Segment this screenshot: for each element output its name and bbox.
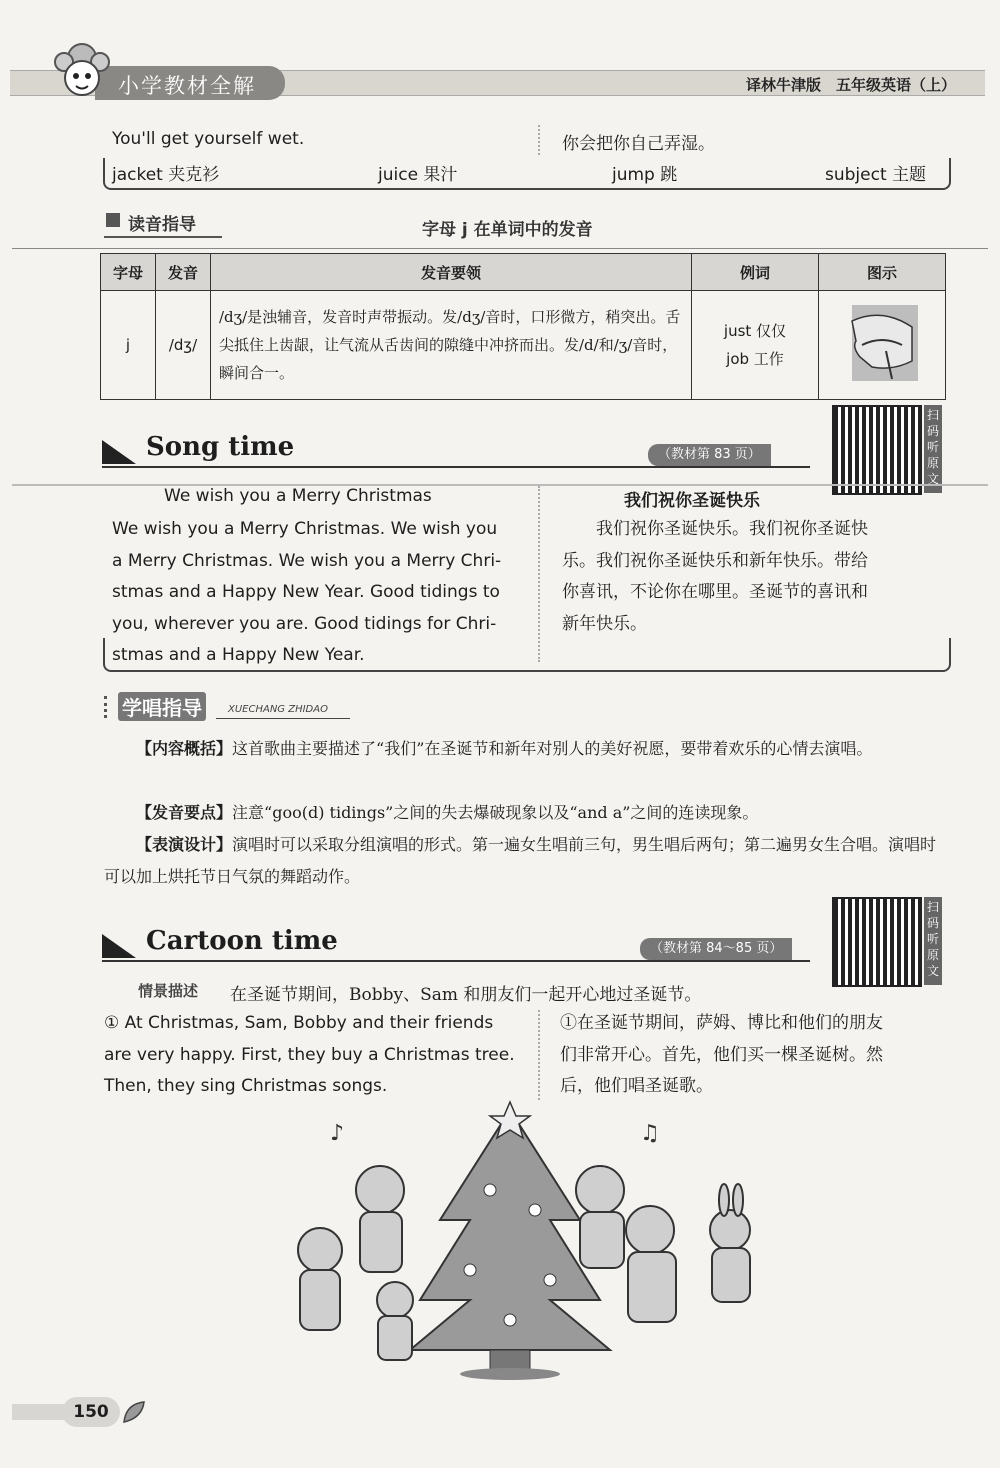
mouth-diagram-icon — [842, 301, 922, 385]
table-header: 图示 — [819, 254, 946, 291]
example-word: just 仅仅 — [723, 322, 787, 340]
lyric-line: 乐。我们祝你圣诞快乐和新年快乐。带给 — [562, 550, 868, 571]
story-line: are very happy. First, they buy a Christmas tree. — [104, 1044, 515, 1065]
qr-code-icon — [832, 405, 922, 495]
christmas-party-illustration — [260, 1100, 780, 1380]
section-underline — [104, 236, 222, 238]
pronunciation-subtitle: 字母 j 在单词中的发音 — [422, 220, 593, 240]
song-title-cn: 我们祝你圣诞快乐 — [624, 491, 760, 511]
story-line: 后，他们唱圣诞歌。 — [560, 1076, 713, 1096]
sing-guide-pinyin: XUECHANG ZHIDAO — [228, 704, 328, 715]
column-divider — [538, 486, 540, 662]
song-lyrics-cn — [562, 514, 947, 640]
scene-text: 在圣诞节期间，Bobby、Sam 和朋友们一起开心地过圣诞节。 — [230, 985, 702, 1005]
word-box — [103, 158, 951, 190]
word-item: juice 果汁 — [378, 165, 458, 185]
leaf-icon — [120, 1398, 148, 1426]
triangle-icon — [102, 934, 136, 958]
svg-text:♫: ♫ — [640, 1121, 660, 1146]
guide-item — [104, 733, 949, 765]
lyric-line: 新年快乐。 — [562, 613, 647, 634]
lyric-line: stmas and a Happy New Year. Good tidings to — [112, 582, 500, 602]
guide-item — [104, 829, 949, 893]
cartoon-section-title: Cartoon time — [146, 926, 338, 956]
word-item: jump 跳 — [612, 165, 678, 185]
qr-code-song[interactable] — [832, 405, 922, 495]
song-section-title: Song time — [146, 432, 295, 462]
table-row — [101, 291, 946, 400]
sentence-en: You'll get yourself wet. — [112, 129, 305, 149]
lyrics-box — [103, 638, 951, 672]
rule-line — [12, 484, 988, 486]
guide-tag: 【内容概括】 — [136, 739, 233, 758]
example-word: job 工作 — [726, 350, 784, 368]
story-line: Then, they sing Christmas songs. — [104, 1076, 388, 1096]
story-line: ① At Christmas, Sam, Bobby and their friends — [104, 1013, 494, 1033]
lyric-line: you, wherever you are. Good tidings for Chri- — [112, 613, 497, 634]
triangle-icon — [102, 440, 136, 464]
textbook-ref: （教材第 83 页） — [648, 444, 771, 466]
cartoon-text-cn — [560, 1008, 950, 1103]
banner-line — [102, 466, 810, 468]
sentence-cn: 你会把你自己弄湿。 — [562, 134, 715, 154]
section-label-pronunciation: 读音指导 — [128, 215, 196, 235]
qr-label: 扫码听原文 — [924, 897, 942, 985]
lyric-line: stmas and a Happy New Year. — [112, 645, 365, 665]
desc-cell: /dʒ/是浊辅音，发音时声带振动。发/dʒ/音时，口形微方，稍突出。舌尖抵住上齿龈，让气流从舌齿间的隙缝中冲挤而出。发/d/和/ʒ/音时，瞬间合一。 — [211, 291, 692, 400]
letter-cell: j — [101, 291, 156, 400]
word-item: subject 主题 — [825, 165, 927, 185]
column-divider — [538, 125, 540, 155]
cartoon-text-en — [104, 1008, 524, 1103]
guide-underline — [216, 718, 350, 719]
lyric-line: We wish you a Merry Christmas. We wish you — [112, 519, 498, 539]
table-header: 例词 — [692, 254, 819, 291]
guide-text: 注意“goo(d) tidings”之间的失去爆破现象以及“and a”之间的连读现象。 — [232, 803, 759, 822]
book-edition: 译林牛津版 五年级英语（上） — [745, 76, 956, 94]
qr-code-cartoon[interactable] — [832, 897, 922, 987]
svg-text:♪: ♪ — [330, 1121, 345, 1146]
table-header: 字母 — [101, 254, 156, 291]
table-header: 发音要领 — [211, 254, 692, 291]
textbook-ref: （教材第 84～85 页） — [640, 938, 792, 960]
story-line: 们非常开心。首先，他们买一棵圣诞树。然 — [560, 1044, 883, 1065]
pronunciation-table — [100, 253, 946, 400]
page-number: 150 — [62, 1397, 120, 1427]
word-item: jacket 夹克衫 — [112, 165, 220, 185]
story-line: ①在圣诞节期间，萨姆、博比和他们的朋友 — [560, 1013, 883, 1033]
book-title: 小学教材全解 — [118, 74, 256, 98]
mascot-icon — [52, 40, 112, 106]
qr-label: 扫码听原文 — [924, 405, 942, 493]
square-bullet-icon — [106, 213, 120, 227]
song-title-en: We wish you a Merry Christmas — [164, 486, 432, 506]
guide-text: 演唱时可以采取分组演唱的形式。第一遍女生唱前三句，男生唱后两句；第二遍男女生合唱。演唱时可以加上烘托节日气氛的舞蹈动作。 — [104, 835, 937, 886]
banner-line — [102, 960, 810, 962]
lyric-line: 你喜讯，不论你在哪里。圣诞节的喜讯和 — [562, 582, 868, 602]
sound-cell: /dʒ/ — [156, 291, 211, 400]
guide-tag: 【表演设计】 — [136, 835, 233, 854]
guide-item — [104, 797, 949, 829]
sing-guide-label: 学唱指导 — [118, 692, 206, 721]
lyric-line: 我们祝你圣诞快乐。我们祝你圣诞快 — [596, 519, 868, 539]
guide-tag: 【发音要点】 — [136, 803, 233, 822]
column-divider — [538, 1010, 540, 1100]
lyric-line: a Merry Christmas. We wish you a Merry Chri- — [112, 550, 502, 571]
diagram-cell — [819, 291, 946, 400]
examples-cell — [692, 291, 819, 400]
guide-text: 这首歌曲主要描述了“我们”在圣诞节和新年对别人的美好祝愿，要带着欢乐的心情去演唱。 — [232, 739, 873, 758]
table-header: 发音 — [156, 254, 211, 291]
rule-line — [12, 248, 988, 249]
scene-label: 情景描述 — [138, 982, 199, 1000]
qr-code-icon — [832, 897, 922, 987]
